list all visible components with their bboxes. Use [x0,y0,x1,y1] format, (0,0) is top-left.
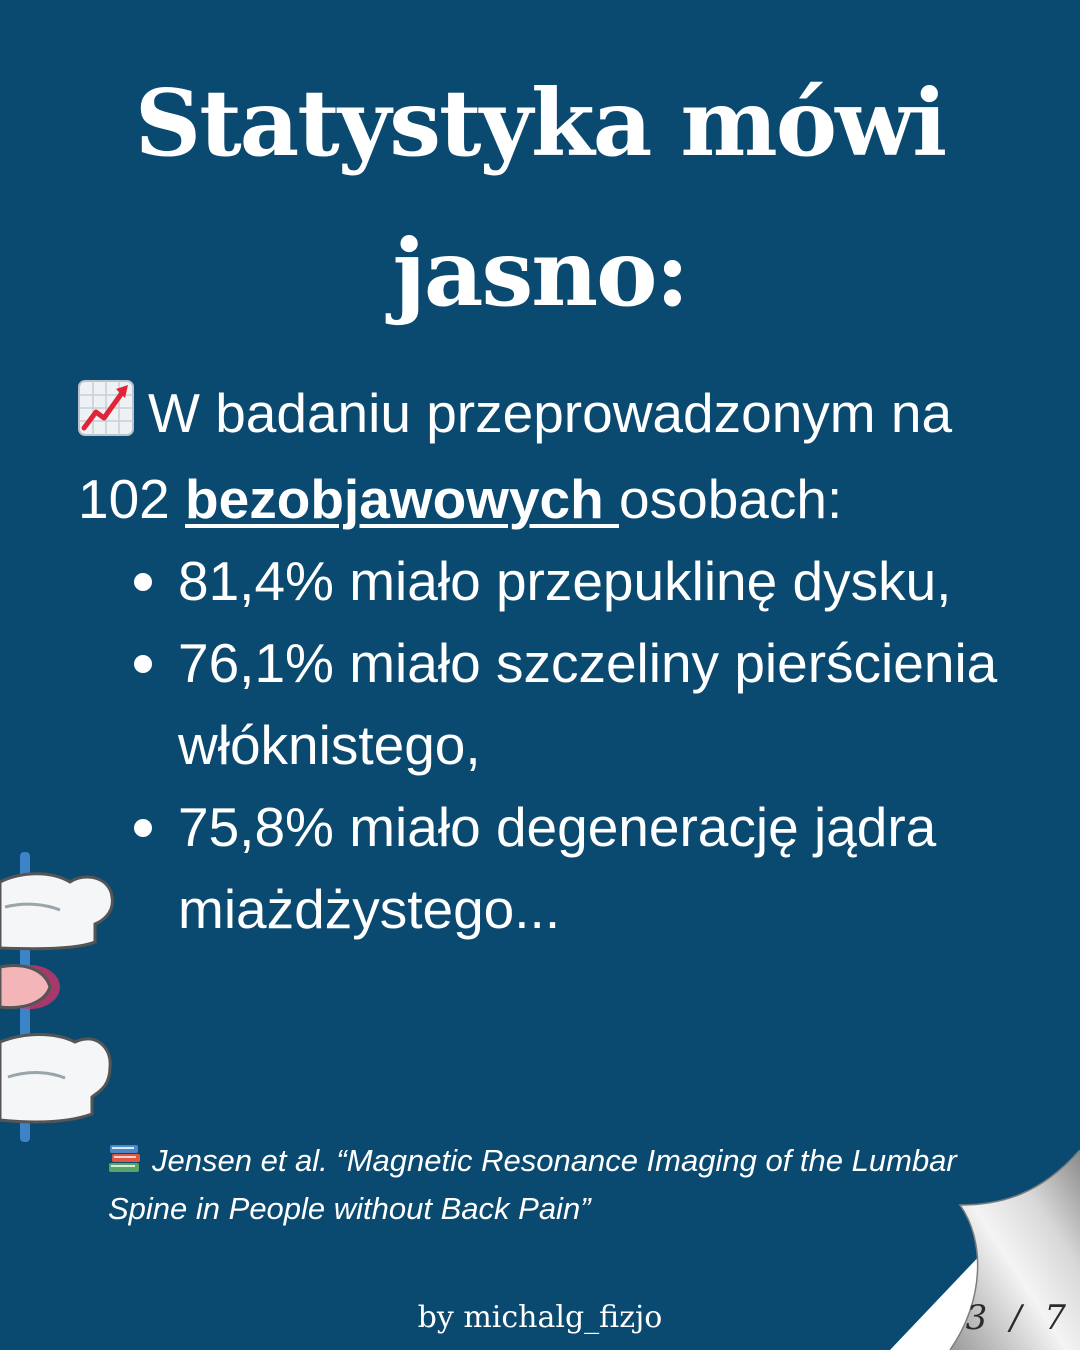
bullet-dot [134,655,152,673]
list-item [78,622,1038,786]
list-item [78,540,1038,622]
main-content [78,372,1038,950]
bullet-dot [134,573,152,591]
title-line-1: Statystyka mówi [134,69,946,177]
intro-text: W badaniu przeprowadzonym na 102 [78,382,953,530]
intro-paragraph [78,372,1038,540]
findings-list [78,540,1038,950]
bold-underlined-word: bezobjawowych [185,468,620,530]
bullet-text: 81,4% miało przepuklinę dysku, [178,550,952,612]
slide-title [0,48,1080,348]
list-item [78,786,1038,950]
title-line-2: jasno: [392,219,688,327]
spine-disc-illustration [0,852,120,1142]
books-icon [108,1141,142,1186]
intro-text-end: osobach: [619,468,843,530]
bullet-text: 75,8% miało degenerację jądra miażdżystego... [178,796,937,940]
author-handle: by michalg_fizjo [417,1300,663,1335]
bullet-text: 76,1% miało szczeliny pierścienia włóknistego, [178,632,998,776]
citation [108,1138,1008,1231]
chart-increasing-icon [78,376,134,458]
bullet-dot [134,819,152,837]
citation-text: Jensen et al. “Magnetic Resonance Imaging of the Lumbar Spine in People without Back Pain” [108,1143,957,1226]
page-indicator: 3 / 7 [965,1298,1072,1338]
